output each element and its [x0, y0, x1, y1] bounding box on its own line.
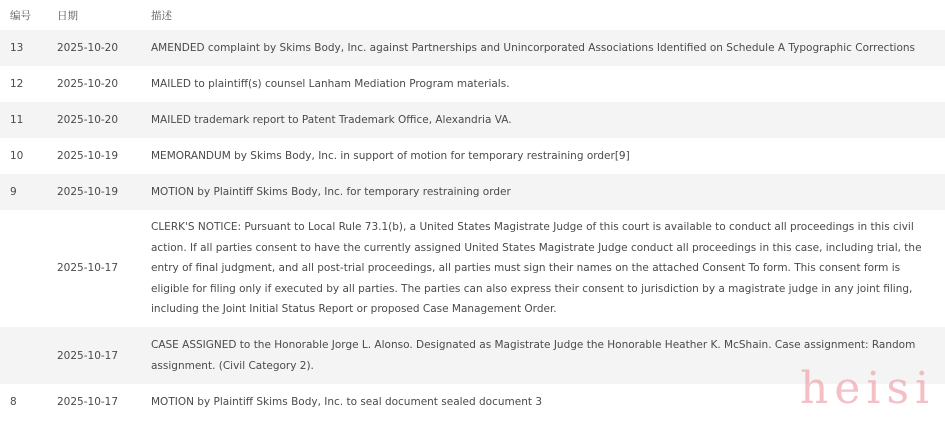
entry-number: 11 — [0, 102, 48, 138]
entry-date: 2025-10-17 — [48, 384, 141, 420]
table-row — [0, 138, 945, 174]
entry-number: 13 — [0, 30, 48, 66]
entry-description: CLERK'S NOTICE: Pursuant to Local Rule 73.1(b), a United States Magistrate Judge of this court is available to conduct all proceedings in this civil action. If all parties consent to have the currently assigned United States Magistrate Judge conduct all proceedings in this case, including trial, the entry of final judgment, and all post-trial proceedings, all parties must sign their names on the attached Consent To form. This consent form is eligible for filing only if executed by all parties. The parties can also express their consent to jurisdiction by a magistrate judge in any joint filing, including the Joint Initial Status Report or proposed Case Management Order. — [141, 210, 945, 327]
entry-description: AMENDED complaint by Skims Body, Inc. against Partnerships and Unincorporated Associations Identified on Schedule A Typographic Corrections — [141, 30, 945, 66]
column-header-date: 日期 — [48, 0, 141, 30]
entry-number: 10 — [0, 138, 48, 174]
entry-date: 2025-10-17 — [48, 210, 141, 327]
entry-description: MEMORANDUM by Skims Body, Inc. in support of motion for temporary restraining order[9] — [141, 138, 945, 174]
entry-date: 2025-10-17 — [48, 327, 141, 384]
table-row — [0, 174, 945, 210]
entry-number — [0, 210, 48, 327]
table-row — [0, 384, 945, 420]
entry-number: 9 — [0, 174, 48, 210]
entry-date: 2025-10-19 — [48, 138, 141, 174]
entry-description: MOTION by Plaintiff Skims Body, Inc. for temporary restraining order — [141, 174, 945, 210]
table-row — [0, 327, 945, 384]
entry-description: CASE ASSIGNED to the Honorable Jorge L. Alonso. Designated as Magistrate Judge the Honorable Heather K. McShain. Case assignment: Random assignment. (Civil Category 2). — [141, 327, 945, 384]
entry-description: MOTION by Plaintiff Skims Body, Inc. to seal document sealed document 3 — [141, 384, 945, 420]
entry-number — [0, 327, 48, 384]
entry-date: 2025-10-20 — [48, 66, 141, 102]
entry-description: MAILED trademark report to Patent Trademark Office, Alexandria VA. — [141, 102, 945, 138]
entry-date: 2025-10-19 — [48, 174, 141, 210]
entry-date: 2025-10-20 — [48, 102, 141, 138]
entry-number: 12 — [0, 66, 48, 102]
watermark: heisi — [800, 363, 936, 414]
entry-description: MAILED to plaintiff(s) counsel Lanham Mediation Program materials. — [141, 66, 945, 102]
column-header-description: 描述 — [141, 0, 945, 30]
table-row — [0, 102, 945, 138]
docket-table-header — [0, 0, 945, 30]
entry-number: 8 — [0, 384, 48, 420]
column-header-number: 编号 — [0, 0, 48, 30]
header-row — [0, 0, 945, 30]
entry-date: 2025-10-20 — [48, 30, 141, 66]
table-row — [0, 210, 945, 327]
table-row — [0, 66, 945, 102]
docket-table-body — [0, 30, 945, 420]
table-row — [0, 30, 945, 66]
